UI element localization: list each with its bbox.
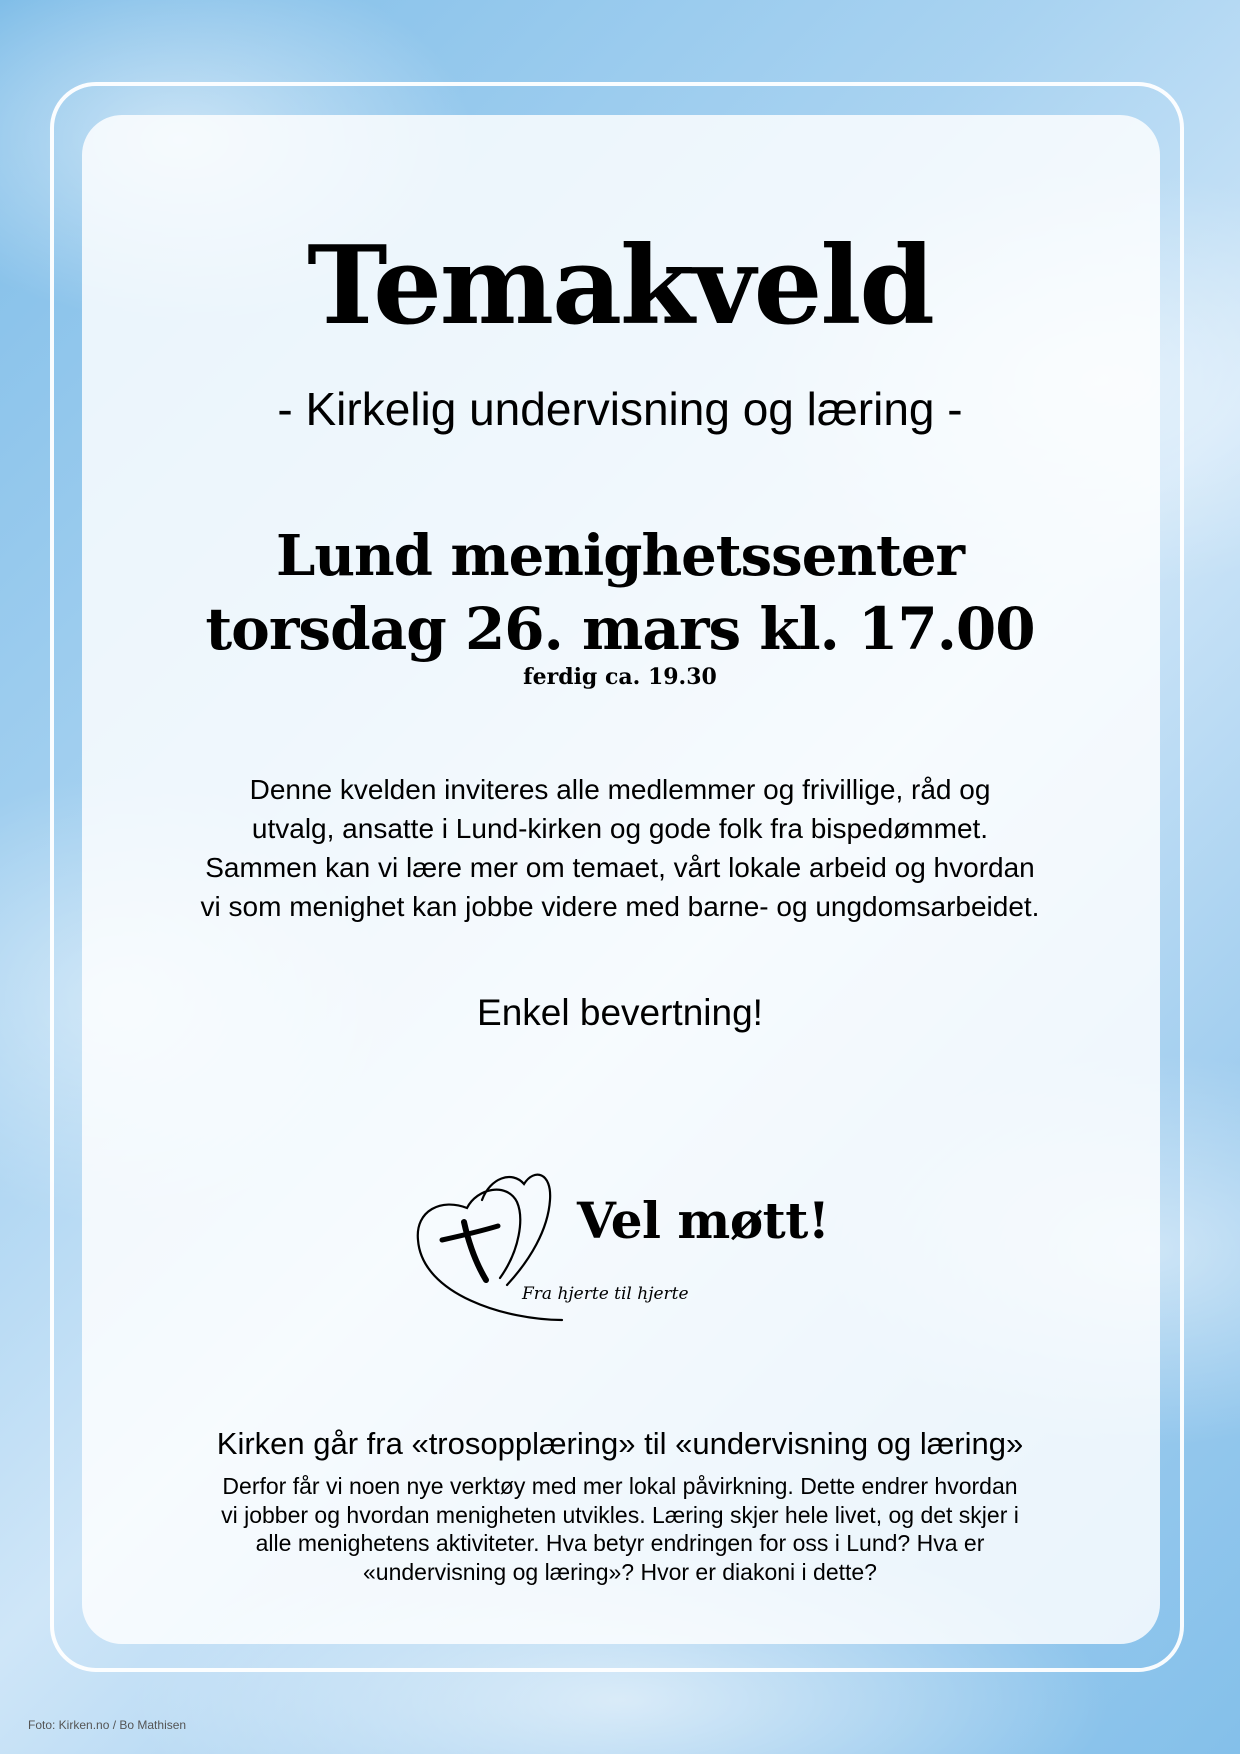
poster-title: Temakveld [307,223,933,349]
info-heading: Kirken går fra «trosopplæring» til «undervisning og læring» [216,1426,1024,1461]
invitation-line: utvalg, ansatte i Lund-kirken og gode folk fra bispedømmet. [251,813,989,844]
invitation-text [130,770,1110,926]
invitation-line: Denne kvelden inviteres alle medlemmer og frivillige, råd og [249,774,991,805]
invitation-line: vi som menighet kan jobbe videre med barne- og ungdomsarbeidet. [200,891,1040,922]
welcome-text: Vel møtt! [577,1191,830,1250]
heart-cross-icon [412,1160,592,1330]
logo-group [412,1160,832,1340]
end-time: ferdig ca. 19.30 [523,664,717,690]
poster-subtitle: - Kirkelig undervisning og læring - [277,383,963,435]
photo-credit: Foto: Kirken.no / Bo Mathisen [28,1718,187,1732]
refreshments-note: Enkel bevertning! [477,992,763,1033]
venue: Lund menighetssenter [275,523,965,589]
event-datetime: torsdag 26. mars kl. 17.00 [205,595,1035,663]
info-line: alle menighetens aktiviteter. Hva betyr endringen for oss i Lund? Hva er [255,1530,985,1556]
invitation-line: Sammen kan vi lære mer om temaet, vårt lokale arbeid og hvordan [205,852,1035,883]
info-line: Derfor får vi noen nye verktøy med mer lokal påvirkning. Dette endrer hvordan [222,1473,1018,1499]
info-body [150,1472,1090,1586]
info-line: vi jobber og hvordan menigheten utvikles. Læring skjer hele livet, og det skjer i [221,1501,1019,1528]
logo-slogan: Fra hjerte til hjerte [522,1284,689,1304]
info-line: «undervisning og læring»? Hvor er diakoni i dette? [363,1558,877,1585]
